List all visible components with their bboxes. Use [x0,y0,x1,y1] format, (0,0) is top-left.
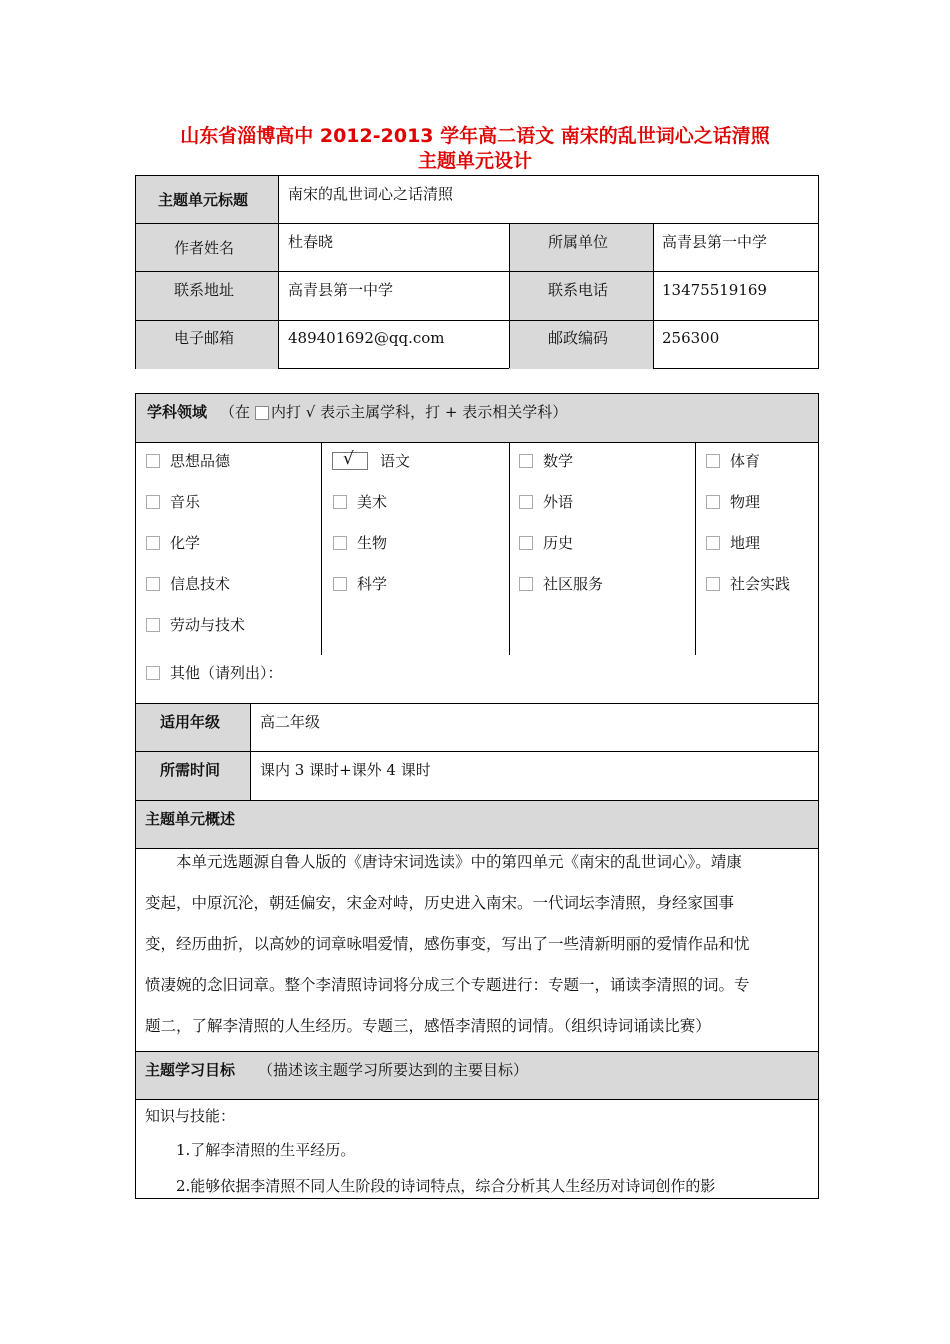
checkbox-shehui[interactable] [706,577,720,591]
checkbox-sixiang[interactable] [146,454,160,468]
overview-line-1: 本单元选题源自鲁人版的《唐诗宋词选读》中的第四单元《南宋的乱世词心》。靖康 [176,853,742,871]
checkbox-laodong[interactable] [146,618,160,632]
subject-shengwu: 生物 [357,534,388,552]
subject-shehui: 社会实践 [730,575,791,593]
subject-header-label: 学科领域 [147,403,208,421]
goals-line-3: 2.能够依据李清照不同人生阶段的诗词特点，综合分析其人生经历对诗词创作的影 [176,1177,716,1195]
subject-meishu: 美术 [357,493,388,511]
checkbox-kexue[interactable] [333,577,347,591]
subject-xinxi: 信息技术 [170,575,231,593]
subject-kexue: 科学 [357,575,388,593]
page-title: 山东省淄博高中 2012-2013 学年高二语文 南宋的乱世词心之话清照 [180,125,770,147]
subject-huaxue: 化学 [170,534,201,552]
checkbox-other[interactable] [146,666,160,680]
checkbox-shuxue[interactable] [519,454,533,468]
phone-value: 13475519169 [662,281,767,299]
checkbox-wuli[interactable] [706,495,720,509]
overview-line-3: 变，经历曲折，以高妙的词章咏唱爱情，感伤事变，写出了一些清新明丽的爱情作品和忧 [145,935,750,953]
author-value: 杜春晓 [288,233,334,251]
subject-header-note-pre: （在 [220,403,251,421]
subject-shuxue: 数学 [543,452,574,470]
example-checkbox [255,406,269,420]
subject-lishi: 历史 [543,534,574,552]
checkbox-xinxi[interactable] [146,577,160,591]
subject-wuli: 物理 [730,493,761,511]
info-table [135,175,819,369]
checkbox-yuwen-checked[interactable] [332,449,368,470]
overview-label: 主题单元概述 [145,810,236,828]
subject-sixiang: 思想品德 [170,452,231,470]
checkbox-shengwu[interactable] [333,536,347,550]
author-label: 作者姓名 [174,239,235,257]
goals-line-2: 1.了解李清照的生平经历。 [176,1141,356,1159]
overview-line-4: 愤凄婉的念旧词章。整个李清照诗词将分成三个专题进行：专题一，诵读李清照的词。专 [145,976,750,994]
page-subtitle: 主题单元设计 [417,150,532,172]
time-value: 课内 3 课时+课外 4 课时 [260,761,431,779]
subject-yuwen: 语文 [380,452,411,470]
check-mark-icon: √ [343,449,354,469]
topic-label: 主题单元标题 [158,191,249,209]
postcode-value: 256300 [662,329,720,347]
unit-label: 所属单位 [548,233,609,251]
subject-waiyu: 外语 [543,493,574,511]
subject-dili: 地理 [730,534,761,552]
email-label: 电子邮箱 [174,329,235,347]
topic-value: 南宋的乱世词心之话清照 [288,185,454,203]
goals-note: （描述该主题学习所要达到的主要目标） [258,1061,529,1079]
checkbox-tiyu[interactable] [706,454,720,468]
time-label: 所需时间 [160,761,221,779]
subject-laodong: 劳动与技术 [170,616,246,634]
checkbox-meishu[interactable] [333,495,347,509]
phone-label: 联系电话 [548,281,609,299]
subject-tiyu: 体育 [730,452,761,470]
postcode-label: 邮政编码 [548,329,609,347]
address-label: 联系地址 [174,281,235,299]
checkbox-dili[interactable] [706,536,720,550]
grade-label: 适用年级 [160,713,221,731]
unit-value: 高青县第一中学 [662,233,768,251]
checkbox-huaxue[interactable] [146,536,160,550]
email-value: 489401692@qq.com [288,329,445,347]
overview-line-2: 变起，中原沉沦，朝廷偏安，宋金对峙，历史进入南宋。一代词坛李清照，身经家国事 [145,894,735,912]
address-value: 高青县第一中学 [288,281,394,299]
subject-other: 其他（请列出）： [170,664,283,682]
checkbox-shequ[interactable] [519,577,533,591]
overview-line-5: 题二，了解李清照的人生经历。专题三，感悟李清照的词情。（组织诗词诵读比赛） [145,1017,711,1035]
subject-yinyue: 音乐 [170,493,201,511]
subject-header-note-post: 内打 √ 表示主属学科，打 + 表示相关学科） [271,403,568,421]
checkbox-waiyu[interactable] [519,495,533,509]
goals-label: 主题学习目标 [145,1061,236,1079]
checkbox-lishi[interactable] [519,536,533,550]
checkbox-yinyue[interactable] [146,495,160,509]
goals-line-1: 知识与技能： [145,1107,236,1125]
design-table [135,393,819,1199]
grade-value: 高二年级 [260,713,321,731]
subject-shequ: 社区服务 [543,575,604,593]
